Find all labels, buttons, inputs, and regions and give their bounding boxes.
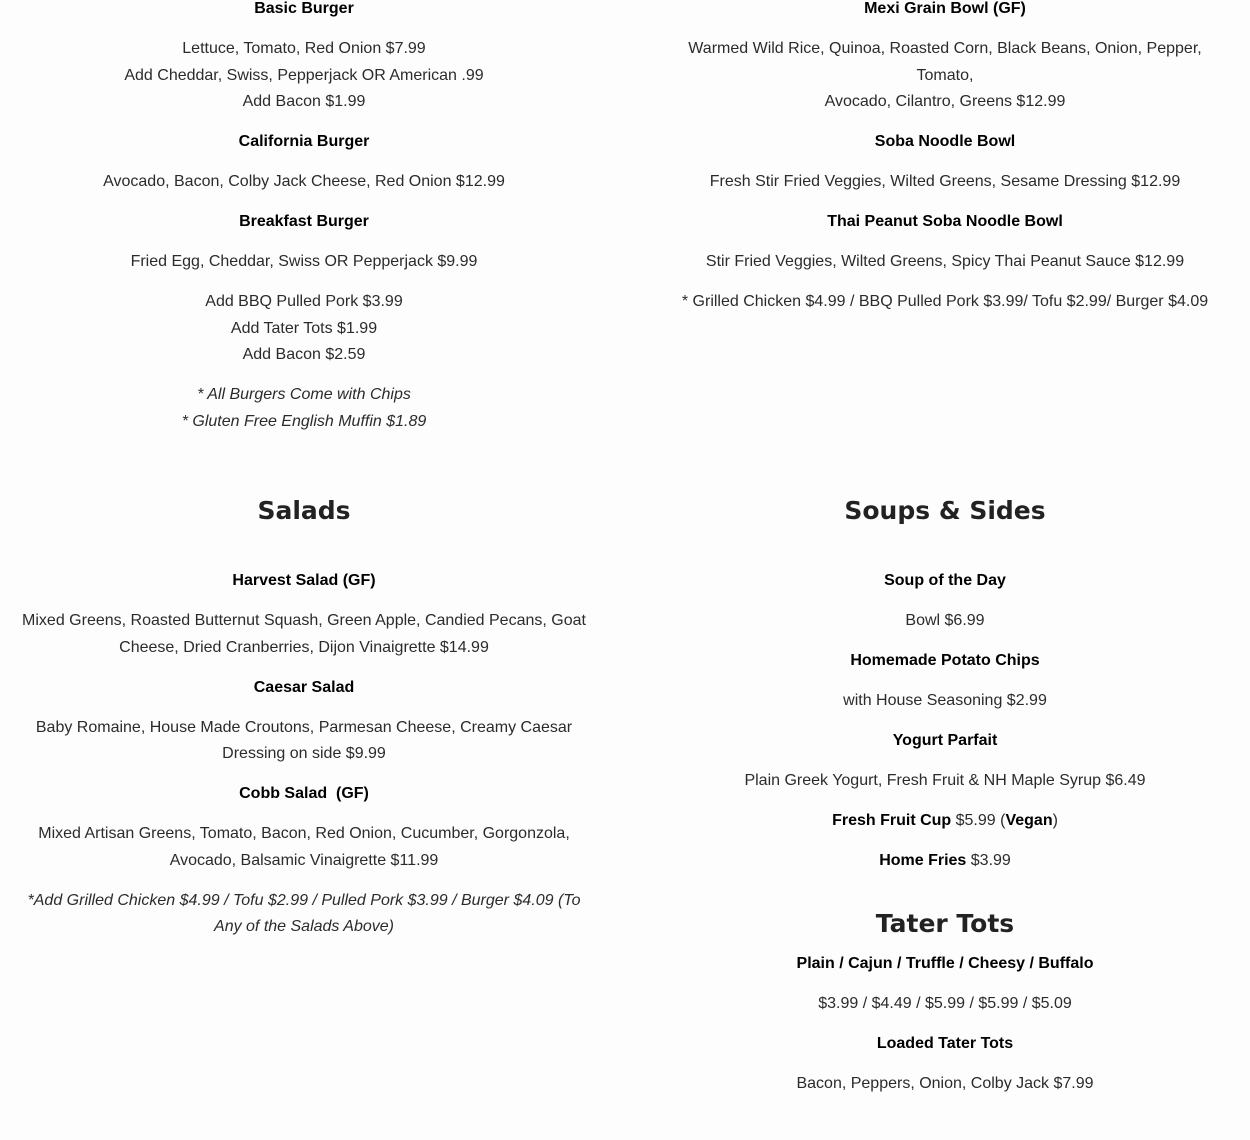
item-name-home-fries: Home Fries xyxy=(879,852,967,869)
item-name-basic-burger: Basic Burger xyxy=(254,0,354,17)
addon-line: Add Bacon $2.59 xyxy=(242,346,366,363)
item-desc-mexi-grain-bowl xyxy=(660,36,1230,116)
salads-section xyxy=(20,568,588,954)
burgers-section xyxy=(20,0,588,449)
item-name-california-burger: California Burger xyxy=(238,133,370,150)
desc-line: Baby Romaine, House Made Croutons, Parmesan Cheese, Creamy Caesar xyxy=(35,718,573,736)
desc-line: Warmed Wild Rice, Quinoa, Roasted Corn, Black Beans, Onion, Pepper, Tomato, xyxy=(688,40,1202,84)
desc-line: Mixed Greens, Roasted Butternut Squash, Green Apple, Candied Pecans, Goat xyxy=(22,612,586,629)
item-name-mexi-grain-bowl: Mexi Grain Bowl (GF) xyxy=(864,0,1026,17)
item-price-home-fries: $3.99 xyxy=(966,852,1011,869)
item-name-yogurt-parfait: Yogurt Parfait xyxy=(892,732,998,749)
item-desc-harvest-salad xyxy=(20,608,588,661)
burger-addons xyxy=(20,289,588,369)
tots-prices: $3.99 / $4.49 / $5.99 / $5.99 / $5.09 xyxy=(818,995,1072,1012)
item-name-cobb-salad: Cobb Salad (GF) xyxy=(239,785,369,802)
soups-section xyxy=(660,568,1230,888)
item-home-fries xyxy=(660,848,1230,875)
addon-line: Add BBQ Pulled Pork $3.99 xyxy=(205,293,403,310)
item-desc-soba-noodle-bowl: Fresh Stir Fried Veggies, Wilted Greens, Sesame Dressing $12.99 xyxy=(709,173,1181,190)
desc-line: Avocado, Cilantro, Greens $12.99 xyxy=(824,93,1066,110)
burger-notes xyxy=(20,382,588,435)
item-desc-thai-peanut-bowl: Stir Fried Veggies, Wilted Greens, Spicy Thai Peanut Sauce $12.99 xyxy=(705,253,1185,270)
item-desc-cobb-salad xyxy=(20,821,588,874)
item-name-harvest-salad: Harvest Salad (GF) xyxy=(232,572,376,589)
desc-line: Cheese, Dried Cranberries, Dijon Vinaigrette $14.99 xyxy=(119,638,489,656)
tots-heading-region xyxy=(660,909,1230,939)
item-name-potato-chips: Homemade Potato Chips xyxy=(850,652,1040,669)
item-desc-yogurt-parfait: Plain Greek Yogurt, Fresh Fruit & NH Maple Syrup $6.49 xyxy=(744,772,1146,789)
note-line: * All Burgers Come with Chips xyxy=(197,386,411,403)
desc-line: Dressing on side $9.99 xyxy=(222,745,386,762)
item-name-soup-of-the-day: Soup of the Day xyxy=(884,572,1006,589)
section-heading-salads: Salads xyxy=(257,496,351,525)
salads-heading-region xyxy=(20,496,588,526)
desc-line: Avocado, Balsamic Vinaigrette $11.99 xyxy=(169,851,439,869)
desc-line: Lettuce, Tomato, Red Onion $7.99 xyxy=(182,40,426,57)
item-desc-potato-chips: with House Seasoning $2.99 xyxy=(843,692,1047,709)
item-price-fresh-fruit-cup: $5.99 ( xyxy=(951,812,1006,829)
soups-heading-region xyxy=(660,496,1230,526)
bowls-section xyxy=(660,0,1230,329)
item-name-breakfast-burger: Breakfast Burger xyxy=(239,213,369,230)
item-name-caesar-salad: Caesar Salad xyxy=(253,678,355,696)
item-name-thai-peanut-bowl: Thai Peanut Soba Noodle Bowl xyxy=(827,213,1063,230)
desc-line: Mixed Artisan Greens, Tomato, Bacon, Red Onion, Cucumber, Gorgonzola, xyxy=(38,825,570,842)
item-desc-california-burger: Avocado, Bacon, Colby Jack Cheese, Red Onion $12.99 xyxy=(103,173,505,190)
item-desc-basic-burger xyxy=(20,36,588,116)
salad-addons-note xyxy=(20,888,588,941)
item-name-fresh-fruit-cup: Fresh Fruit Cup xyxy=(832,812,952,829)
bowl-addons: * Grilled Chicken $4.99 / BBQ Pulled Pork $3.99/ Tofu $2.99/ Burger $4.09 xyxy=(681,293,1209,310)
note-line: Any of the Salads Above) xyxy=(214,918,394,935)
tots-flavors: Plain / Cajun / Truffle / Cheesy / Buffalo xyxy=(796,955,1094,972)
desc-line: Add Bacon $1.99 xyxy=(242,93,366,110)
item-desc-breakfast-burger: Fried Egg, Cheddar, Swiss OR Pepperjack $9.99 xyxy=(130,253,478,270)
item-desc-loaded-tater-tots: Bacon, Peppers, Onion, Colby Jack $7.99 xyxy=(796,1075,1094,1092)
note-line: *Add Grilled Chicken $4.99 / Tofu $2.99 / Pulled Pork $3.99 / Burger $4.09 (To xyxy=(27,891,581,909)
addon-line: Add Tater Tots $1.99 xyxy=(230,319,378,337)
item-name-soba-noodle-bowl: Soba Noodle Bowl xyxy=(874,133,1016,150)
item-fresh-fruit-cup xyxy=(660,808,1230,835)
item-desc-soup-of-the-day: Bowl $6.99 xyxy=(905,612,985,629)
vegan-tag-close: ) xyxy=(1052,812,1058,829)
vegan-tag: Vegan xyxy=(1005,812,1053,829)
note-line: * Gluten Free English Muffin $1.89 xyxy=(181,412,427,430)
desc-line: Add Cheddar, Swiss, Pepperjack OR American .99 xyxy=(124,66,484,84)
item-name-loaded-tater-tots: Loaded Tater Tots xyxy=(876,1035,1014,1052)
section-heading-soups-sides: Soups & Sides xyxy=(844,496,1046,525)
item-desc-caesar-salad xyxy=(20,715,588,768)
tots-section xyxy=(660,951,1230,1111)
section-heading-tater-tots: Tater Tots xyxy=(875,909,1015,938)
